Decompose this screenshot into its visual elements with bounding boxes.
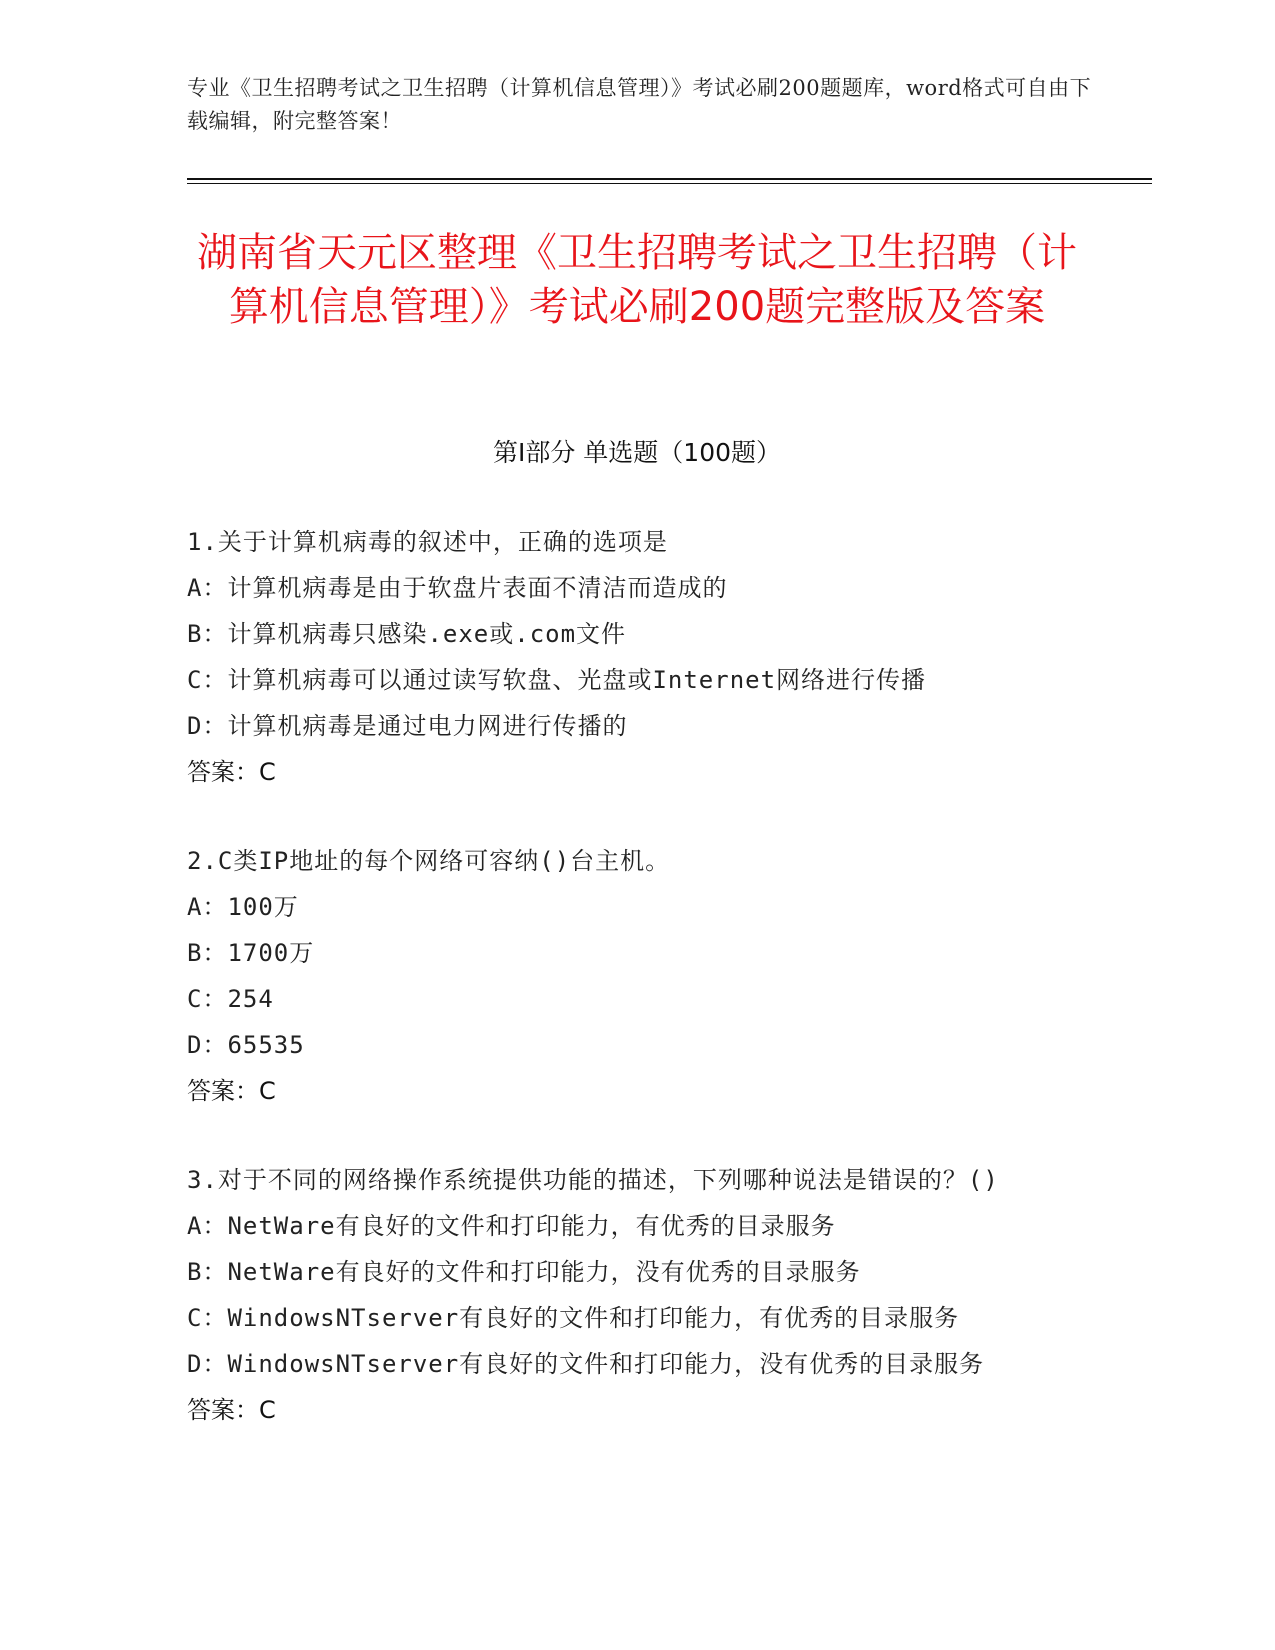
option-b: B：1700万 — [187, 939, 315, 967]
question-1 — [187, 519, 1067, 795]
answer: 答案：C — [187, 1396, 276, 1424]
answer: 答案：C — [187, 1077, 276, 1105]
document-title: 湖南省天元区整理《卫生招聘考试之卫生招聘（计算机信息管理）》考试必刷200题完整版及答案 — [197, 230, 1077, 330]
header-divider-thin — [187, 183, 1152, 184]
option-d: D：WindowsNTserver有良好的文件和打印能力，没有优秀的目录服务 — [187, 1350, 985, 1378]
option-c: C：计算机病毒可以通过读写软盘、光盘或Internet网络进行传播 — [187, 666, 927, 694]
header-note: 专业《卫生招聘考试之卫生招聘（计算机信息管理）》考试必刷200题题库，word格式可自由下载编辑，附完整答案！ — [187, 76, 1092, 133]
question-stem: 3.对于不同的网络操作系统提供功能的描述，下列哪种说法是错误的？() — [187, 1166, 999, 1194]
option-b: B：计算机病毒只感染.exe或.com文件 — [187, 620, 627, 648]
section-heading: 第Ⅰ部分 单选题（100题） — [492, 438, 782, 467]
option-a: A：计算机病毒是由于软盘片表面不清洁而造成的 — [187, 574, 728, 602]
question-stem: 2.C类IP地址的每个网络可容纳()台主机。 — [187, 847, 671, 875]
option-d: D：计算机病毒是通过电力网进行传播的 — [187, 712, 628, 740]
question-stem: 1.关于计算机病毒的叙述中，正确的选项是 — [187, 528, 668, 556]
option-a: A：NetWare有良好的文件和打印能力，有优秀的目录服务 — [187, 1212, 836, 1240]
header-divider-thick — [187, 178, 1152, 180]
option-a: A：100万 — [187, 893, 299, 921]
question-2 — [187, 838, 1067, 1114]
answer: 答案：C — [187, 758, 276, 786]
question-3 — [187, 1157, 1067, 1433]
option-b: B：NetWare有良好的文件和打印能力，没有优秀的目录服务 — [187, 1258, 861, 1286]
option-c: C：WindowsNTserver有良好的文件和打印能力，有优秀的目录服务 — [187, 1304, 960, 1332]
option-c: C：254 — [187, 985, 274, 1013]
option-d: D：65535 — [187, 1031, 305, 1059]
